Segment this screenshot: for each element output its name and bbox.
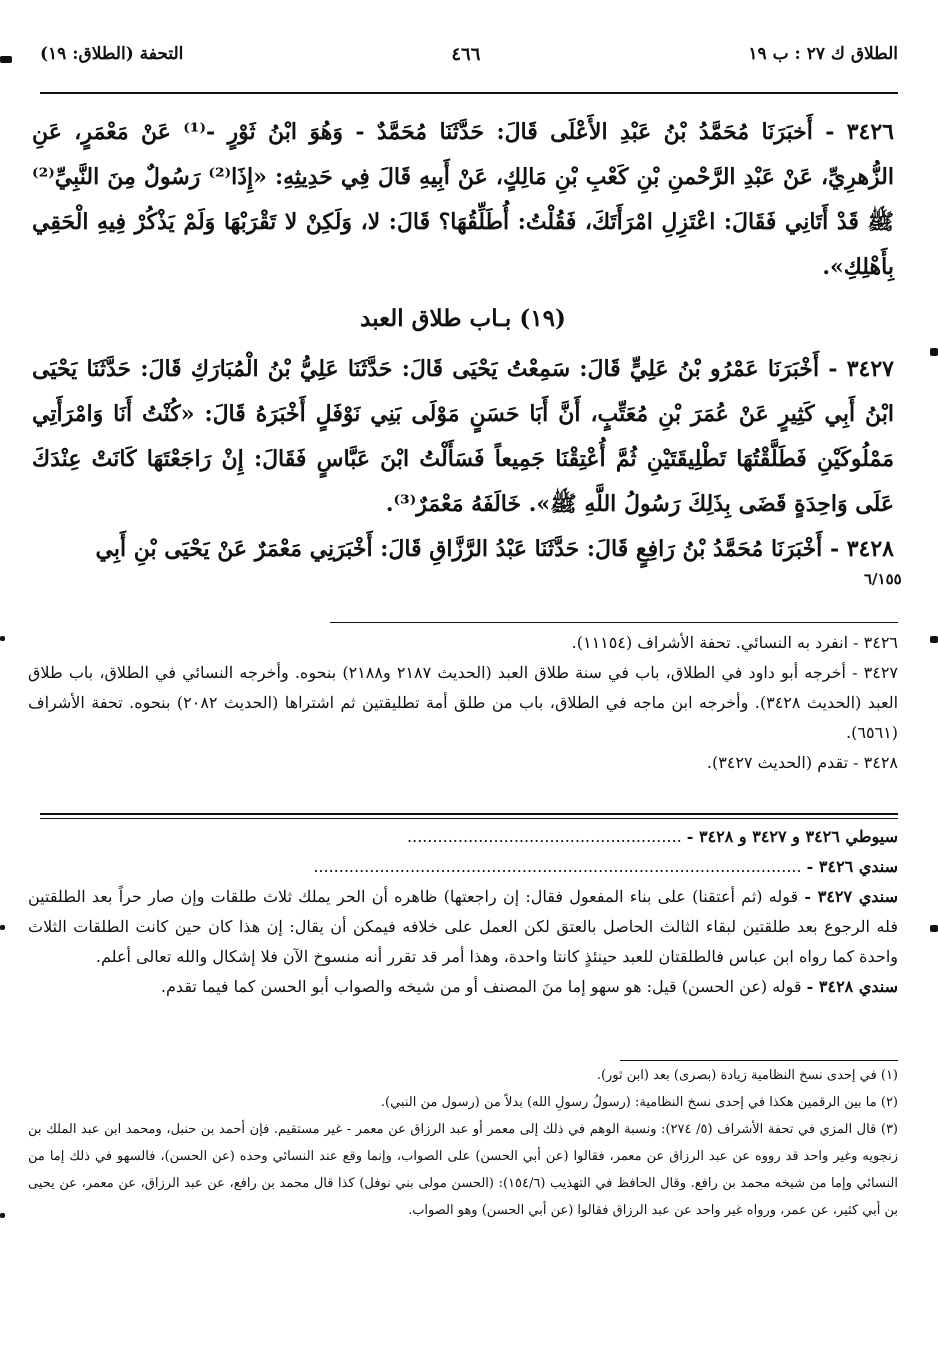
hadith-3428: ٣٤٢٨ - أَخْبَرَنَا مُحَمَّدُ بْنُ رَافِعٍ قَالَ: حَدَّثَنَا عَبْدُ الرَّزَّاقِ قَالَ: أَخْبَرَنِي مَعْمَرٌ عَنْ يَحْيَى بْنِ أَبِي [95,536,894,562]
footnote-1: (١) في إحدى نسخ النظامية زيادة (بصرى) بعد (ابن ثور). [596,1068,898,1083]
suyuti-dots: ...................................................... [407,827,682,846]
scan-edge-mark [930,925,938,932]
commentary-rule-bottom [40,818,898,819]
scan-edge-mark [0,56,12,63]
takhrij-3427: ٣٤٢٧ - أخرجه أبو داود في الطلاق، باب في سنة طلاق العبد (الحديث ٢١٨٧ و٢١٨٨) بنحوه. وأخرجه النسائي في الطلاق، باب طلاق العبد (الحديث ٣٤٢٨). وأخرجه ابن ماجه في الطلاق، باب من طلق أمة تطليقتين ثم اشتراها (الحديث ٢٠٨٢) بنحوه. تحفة الأشراف (٦٥٦١). [28,663,899,742]
sindi-3427-line [28,882,898,972]
sindi-3427-text: قوله (ثم أعتقنا) على بناء المفعول فقال: إن راجعتها) ظاهره أن الحر يملك ثلاث طلقات وإن صار حراً بعد الطلقتين فله الرجوع بعد طلقتين لبقاء الثالث الحاصل بالعتق لكن العمل على خلافه فيمكن أن يقال: إن هذا كان حين كانت الطلقات الثلاث واحدة كما رواه ابن عباس فالطلقتان للعبد حينئذٍ كانتا واحدة، وهذا أمر قد تقرر أنه منسوخ الآن فلا إشكال والله تعالى أعلم. [28,887,899,966]
footnote-3: (٣) قال المزي في تحفة الأشراف (٥/ ٢٧٤): ونسبة الوهم في ذلك إلى معمر أو عبد الرزاق عن معمر - غير مستقيم. فإن أحمد بن حنبل، ومحمد ابن عبد الملك بن زنجويه وغير واحد قد رووه عن عبد الرزاق عن معمر، فقالوا (عن أبي الحسن) على الصواب، وإنما وقع عند النسائي وحده (عن الحسن)، فالسهو في ذلك إما من النسائي وإما من شيخه محمد بن رافع. وقال الحافظ في التهذيب (١٥٤/٦): (الحسن مولى بني نوفل) كذا قال محمد بن رافع، عن عبد الرزاق، عن معمر، عن يحيى بن أبي كثير، عن عمر، ورواه غير واحد عن عبد الرزاق فقالوا (عن أبي الحسن) وهو الصواب. [28,1122,898,1218]
suyuti-label: سيوطي ٣٤٢٦ و ٣٤٢٧ و ٣٤٢٨ - [686,827,898,846]
page-number: ٤٦٦ [451,43,481,65]
takhrij-3426: ٣٤٢٦ - انفرد به النسائي. تحفة الأشراف (١١١٥٤). [571,633,898,652]
scan-edge-mark [930,348,938,356]
scan-edge-mark [930,636,938,643]
takhrij-3428: ٣٤٢٨ - تقدم (الحديث ٣٤٢٧). [706,753,898,772]
hadith-3426: ٣٤٢٦ - أَخبَرَنَا مُحَمَّدُ بْنُ عَبْدِ الأَعْلَى قَالَ: حَدَّثَنَا مُحَمَّدٌ - وَهُوَ ابْنُ ثَوْرٍ -⁽¹⁾ عَنْ مَعْمَرٍ، عَنِ الزُّهرِيِّ، عَنْ عَبْدِ الرَّحْمنِ بْنِ كَعْبِ بْنِ مَالِكٍ، عَنْ أَبِيهِ قَالَ فِي حَدِيثِهِ: «إِذَا⁽²⁾ رَسُولٌ مِنَ النَّبِيِّ⁽²⁾ ﷺ قَدْ أَتَانِي فَقَالَ: اعْتَزِلِ امْرَأَتَكَ، فَقُلْتُ: أُطَلِّقُهَا؟ قَالَ: لا، وَلَكِنْ لا تَقْرَبْهَا وَلَمْ يَذْكُرْ فِيهِ الْحَقِي بِأَهْلِكِ». [32,119,894,280]
sindi-3427-label: سندي ٣٤٢٧ - [804,887,898,906]
suyuti-line [28,822,898,852]
sindi-3426-dots: ................................................................................................ [313,857,802,876]
footnotes [28,1062,898,1224]
hadith-text [32,110,894,572]
scan-edge-mark [0,636,5,641]
scan-edge-mark [0,1213,5,1218]
sindi-3426-label: سندي ٣٤٢٦ - [806,857,898,876]
chapter-title: (١٩) بـاب طلاق العبد [360,305,566,332]
sindi-3428-text: قوله (عن الحسن) قيل: هو سهو إما منَ المصنف أو من شيخه والصواب أبو الحسن كما فيما تقدم. [160,977,802,996]
takhrij-notes [28,628,898,778]
hadith-3427: ٣٤٢٧ - أَخْبَرَنَا عَمْرُو بْنُ عَلِيٍّ قَالَ: سَمِعْتُ يَحْيَى قَالَ: حَدَّثَنَا عَلِيُّ بْنُ الْمُبَارَكِ قَالَ: حَدَّثَنَا يَحْيَى ابْنُ أَبِي كَثِيرٍ عَنْ عُمَرَ بْنِ مُعَتِّبٍ، أَنَّ أَبَا حَسَنٍ مَوْلَى بَنِي نَوْفَلٍ أَخْبَرَهُ قَالَ: «كُنْتُ أَنَا وَامْرَأَتِي مَمْلُوكَيْنِ فَطَلَّقْتُهَا تَطْلِيقَتَيْنِ ثُمَّ أُعْتِقْنَا جَمِيعاً فَسَأَلْتُ ابْنَ عَبَّاسٍ فَقَالَ: إِنْ رَاجَعْتَهَا كَانَتْ عِنْدَكَ عَلَى وَاحِدَةٍ قَضَى بِذَلِكَ رَسُولُ اللَّهِ ﷺ». خَالَفَهُ مَعْمَرٌ⁽³⁾. [32,356,894,517]
scan-edge-mark [0,925,5,930]
commentary-section [28,822,898,1002]
header-rule [40,92,898,94]
header-chapter-ref: الطلاق ك ٢٧ : ب ١٩ [748,44,898,64]
commentary-rule-top [40,813,898,815]
page-header [40,38,898,70]
footnotes-rule [620,1060,898,1061]
takhrij-rule [330,622,898,623]
sindi-3426-line [28,852,898,882]
footnote-2: (٢) ما بين الرقمين هكذا في إحدى نسخ النظامية: (رسولُ رسولِ الله) بدلاً من (رسول من النبي). [380,1095,898,1110]
sindi-3428-line [28,972,898,1002]
header-tuhfa-ref: التحفة (الطلاق: ١٩) [40,44,184,64]
margin-reference: ٦/١٥٥ [864,570,902,588]
sindi-3428-label: سندي ٣٤٢٨ - [806,977,898,996]
